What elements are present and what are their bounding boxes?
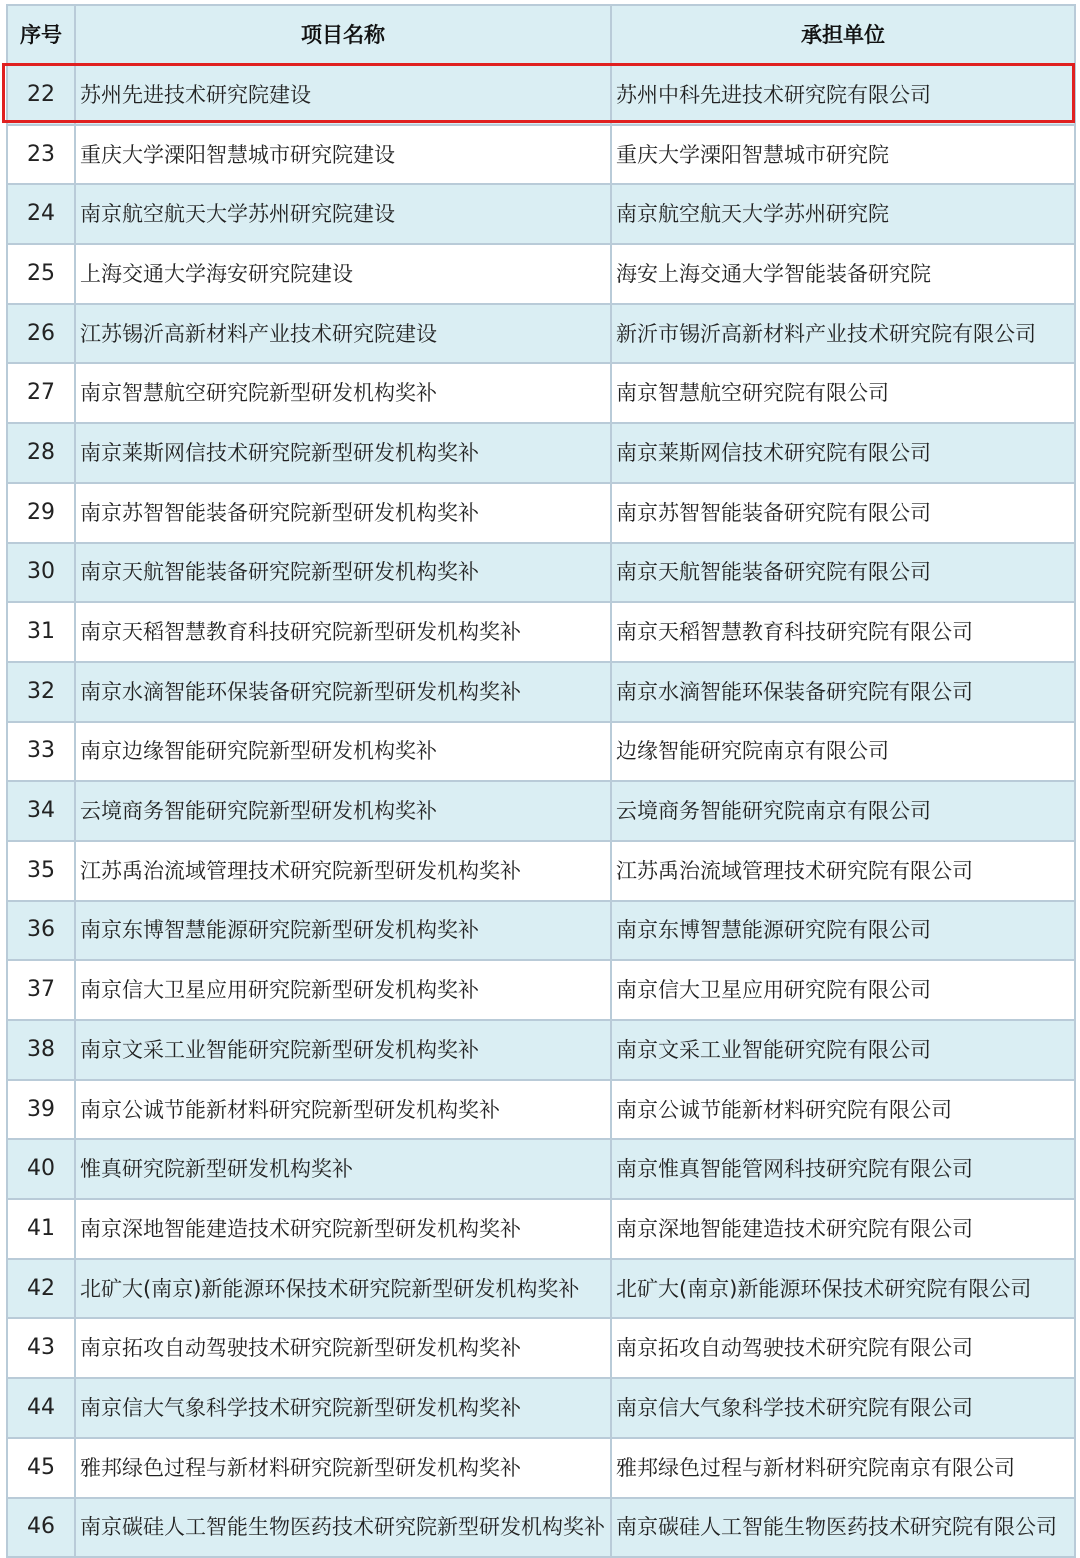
project-name-cell: 南京智慧航空研究院新型研发机构奖补 (75, 363, 611, 423)
table-row (7, 1139, 1075, 1199)
row-number: 22 (7, 65, 75, 125)
project-name-cell: 雅邦绿色过程与新材料研究院新型研发机构奖补 (75, 1438, 611, 1498)
unit-name-cell: 云境商务智能研究院南京有限公司 (611, 781, 1075, 841)
unit-name-cell: 边缘智能研究院南京有限公司 (611, 722, 1075, 782)
row-number: 29 (7, 483, 75, 543)
header-no: 序号 (7, 5, 75, 65)
table-row (7, 125, 1075, 185)
table-row (7, 65, 1075, 125)
unit-name-cell: 南京天航智能装备研究院有限公司 (611, 543, 1075, 603)
table-row (7, 483, 1075, 543)
unit-name-cell: 南京东博智慧能源研究院有限公司 (611, 901, 1075, 961)
unit-name-cell: 南京文采工业智能研究院有限公司 (611, 1020, 1075, 1080)
project-name-cell: 南京碳硅人工智能生物医药技术研究院新型研发机构奖补 (75, 1498, 611, 1558)
unit-name-cell: 南京深地智能建造技术研究院有限公司 (611, 1199, 1075, 1259)
table-row (7, 662, 1075, 722)
row-number: 27 (7, 363, 75, 423)
unit-name-cell: 南京莱斯网信技术研究院有限公司 (611, 423, 1075, 483)
unit-name-cell: 南京水滴智能环保装备研究院有限公司 (611, 662, 1075, 722)
project-name-cell: 南京水滴智能环保装备研究院新型研发机构奖补 (75, 662, 611, 722)
table-row (7, 244, 1075, 304)
row-number: 40 (7, 1139, 75, 1199)
table-row (7, 304, 1075, 364)
table-row (7, 543, 1075, 603)
row-number: 25 (7, 244, 75, 304)
project-name-cell: 上海交通大学海安研究院建设 (75, 244, 611, 304)
unit-name-cell: 雅邦绿色过程与新材料研究院南京有限公司 (611, 1438, 1075, 1498)
row-number: 34 (7, 781, 75, 841)
unit-name-cell: 南京苏智智能装备研究院有限公司 (611, 483, 1075, 543)
table-row (7, 960, 1075, 1020)
unit-name-cell: 北矿大(南京)新能源环保技术研究院有限公司 (611, 1259, 1075, 1319)
project-name-cell: 北矿大(南京)新能源环保技术研究院新型研发机构奖补 (75, 1259, 611, 1319)
table-header-row (7, 5, 1075, 65)
table-row (7, 184, 1075, 244)
table-row (7, 1080, 1075, 1140)
project-name-cell: 惟真研究院新型研发机构奖补 (75, 1139, 611, 1199)
unit-name-cell: 江苏禹治流域管理技术研究院有限公司 (611, 841, 1075, 901)
table-row (7, 1438, 1075, 1498)
row-number: 42 (7, 1259, 75, 1319)
table-row (7, 1259, 1075, 1319)
row-number: 36 (7, 901, 75, 961)
project-name-cell: 南京莱斯网信技术研究院新型研发机构奖补 (75, 423, 611, 483)
unit-name-cell: 南京信大气象科学技术研究院有限公司 (611, 1378, 1075, 1438)
row-number: 28 (7, 423, 75, 483)
row-number: 24 (7, 184, 75, 244)
unit-name-cell: 南京智慧航空研究院有限公司 (611, 363, 1075, 423)
project-name-cell: 南京东博智慧能源研究院新型研发机构奖补 (75, 901, 611, 961)
row-number: 23 (7, 125, 75, 185)
row-number: 35 (7, 841, 75, 901)
project-name-cell: 南京信大气象科学技术研究院新型研发机构奖补 (75, 1378, 611, 1438)
unit-name-cell: 苏州中科先进技术研究院有限公司 (611, 65, 1075, 125)
row-number: 33 (7, 722, 75, 782)
project-name-cell: 南京边缘智能研究院新型研发机构奖补 (75, 722, 611, 782)
table-row (7, 722, 1075, 782)
row-number: 31 (7, 602, 75, 662)
project-name-cell: 南京拓攻自动驾驶技术研究院新型研发机构奖补 (75, 1318, 611, 1378)
unit-name-cell: 南京信大卫星应用研究院有限公司 (611, 960, 1075, 1020)
project-table (6, 4, 1076, 1558)
row-number: 32 (7, 662, 75, 722)
row-number: 44 (7, 1378, 75, 1438)
project-name-cell: 南京信大卫星应用研究院新型研发机构奖补 (75, 960, 611, 1020)
table-row (7, 363, 1075, 423)
project-name-cell: 重庆大学溧阳智慧城市研究院建设 (75, 125, 611, 185)
project-name-cell: 江苏锡沂高新材料产业技术研究院建设 (75, 304, 611, 364)
project-name-cell: 南京航空航天大学苏州研究院建设 (75, 184, 611, 244)
table-row (7, 901, 1075, 961)
row-number: 43 (7, 1318, 75, 1378)
project-name-cell: 南京公诚节能新材料研究院新型研发机构奖补 (75, 1080, 611, 1140)
unit-name-cell: 南京航空航天大学苏州研究院 (611, 184, 1075, 244)
project-name-cell: 南京天航智能装备研究院新型研发机构奖补 (75, 543, 611, 603)
project-name-cell: 南京深地智能建造技术研究院新型研发机构奖补 (75, 1199, 611, 1259)
project-name-cell: 南京苏智智能装备研究院新型研发机构奖补 (75, 483, 611, 543)
table-row (7, 1199, 1075, 1259)
table-row (7, 781, 1075, 841)
table-row (7, 1498, 1075, 1558)
unit-name-cell: 南京碳硅人工智能生物医药技术研究院有限公司 (611, 1498, 1075, 1558)
project-name-cell: 云境商务智能研究院新型研发机构奖补 (75, 781, 611, 841)
table-row (7, 1318, 1075, 1378)
row-number: 37 (7, 960, 75, 1020)
row-number: 41 (7, 1199, 75, 1259)
project-name-cell: 南京天稻智慧教育科技研究院新型研发机构奖补 (75, 602, 611, 662)
project-name-cell: 江苏禹治流域管理技术研究院新型研发机构奖补 (75, 841, 611, 901)
table-row (7, 1378, 1075, 1438)
table-body (7, 65, 1075, 1557)
unit-name-cell: 南京惟真智能管网科技研究院有限公司 (611, 1139, 1075, 1199)
unit-name-cell: 海安上海交通大学智能装备研究院 (611, 244, 1075, 304)
header-name: 项目名称 (75, 5, 611, 65)
table-row (7, 602, 1075, 662)
unit-name-cell: 南京公诚节能新材料研究院有限公司 (611, 1080, 1075, 1140)
table-row (7, 423, 1075, 483)
row-number: 26 (7, 304, 75, 364)
row-number: 45 (7, 1438, 75, 1498)
row-number: 30 (7, 543, 75, 603)
row-number: 46 (7, 1498, 75, 1558)
table-row (7, 1020, 1075, 1080)
row-number: 39 (7, 1080, 75, 1140)
unit-name-cell: 新沂市锡沂高新材料产业技术研究院有限公司 (611, 304, 1075, 364)
project-name-cell: 南京文采工业智能研究院新型研发机构奖补 (75, 1020, 611, 1080)
unit-name-cell: 南京天稻智慧教育科技研究院有限公司 (611, 602, 1075, 662)
unit-name-cell: 南京拓攻自动驾驶技术研究院有限公司 (611, 1318, 1075, 1378)
row-number: 38 (7, 1020, 75, 1080)
project-name-cell: 苏州先进技术研究院建设 (75, 65, 611, 125)
table-row (7, 841, 1075, 901)
header-unit: 承担单位 (611, 5, 1075, 65)
unit-name-cell: 重庆大学溧阳智慧城市研究院 (611, 125, 1075, 185)
